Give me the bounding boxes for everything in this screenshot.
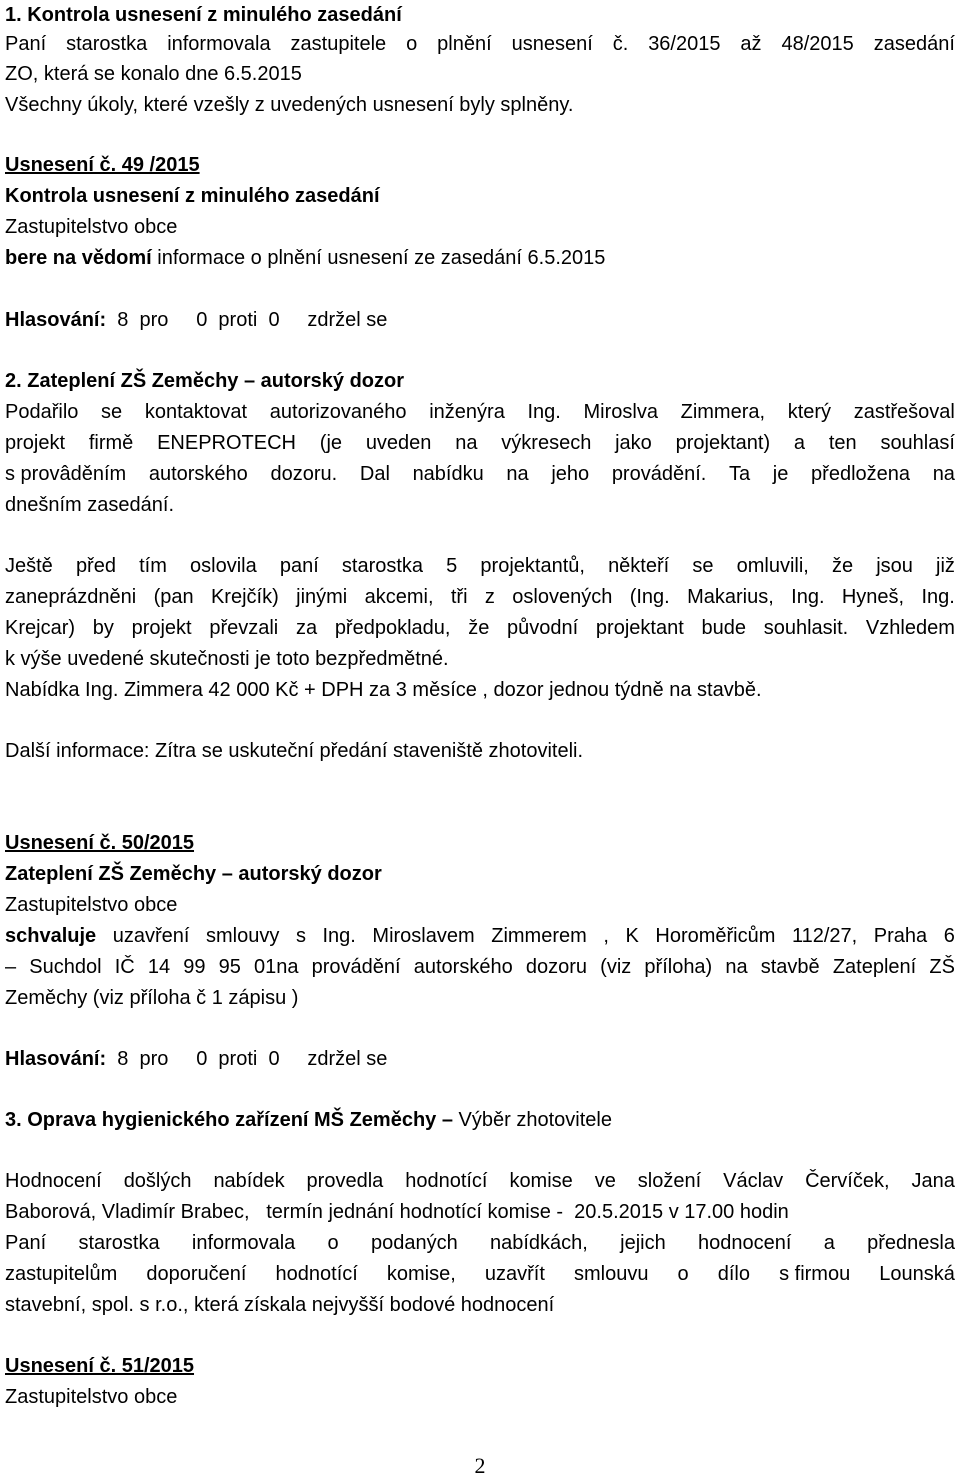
word: za xyxy=(295,617,318,639)
word: podaných xyxy=(370,1232,458,1254)
word: uzavření xyxy=(112,925,190,947)
word: (viz xyxy=(600,956,632,978)
vote-result: 8 pro 0 proti 0 zdržel se xyxy=(106,309,388,331)
word: 48/2015 xyxy=(781,33,854,55)
word: dílo xyxy=(717,1263,750,1285)
word: zasedání xyxy=(873,33,955,55)
word: převzali xyxy=(209,617,279,639)
section-1-paragraph-line: Všechny úkoly, které vzešly z uvedených usnesení byly splněny. xyxy=(5,94,574,116)
word: jako xyxy=(615,432,652,454)
word: o xyxy=(327,1232,339,1254)
section-3-paragraph-line: stavební, spol. s r.o., která získala nejvyšší bodové hodnocení xyxy=(5,1294,555,1316)
section-2-info-line: Další informace: Zítra se uskuteční předání staveniště zhotoviteli. xyxy=(5,740,584,762)
word: hodnotící xyxy=(405,1170,488,1192)
word: oslovila xyxy=(190,555,257,577)
resolution-50-body: Zastupitelstvo obce xyxy=(5,894,178,916)
word: se xyxy=(101,401,123,423)
word: zaneprázdněni xyxy=(5,586,137,608)
word: ten xyxy=(828,432,857,454)
word: Krejcar) xyxy=(5,617,76,639)
word: Zateplení xyxy=(832,956,917,978)
word: 95 xyxy=(218,956,241,978)
resolution-49-number: Usnesení č. 49 /2015 xyxy=(5,154,200,176)
word: hodnocení xyxy=(697,1232,792,1254)
word: usnesení xyxy=(511,33,593,55)
word: Jana xyxy=(911,1170,955,1192)
word: na xyxy=(725,956,748,978)
resolution-51-body: Zastupitelstvo obce xyxy=(5,1386,178,1408)
word: uveden xyxy=(365,432,432,454)
word: došlých xyxy=(123,1170,192,1192)
word: Václav xyxy=(723,1170,784,1192)
word: s xyxy=(295,925,306,947)
word: někteří xyxy=(608,555,670,577)
word: přednesla xyxy=(867,1232,955,1254)
word: s firmou xyxy=(779,1263,851,1285)
word: IČ xyxy=(114,956,135,978)
resolution-51-number: Usnesení č. 51/2015 xyxy=(5,1355,195,1377)
word: složení xyxy=(637,1170,702,1192)
word: Dal xyxy=(359,463,390,485)
word: příloha) xyxy=(644,956,713,978)
word: K xyxy=(625,925,639,947)
section-3-paragraph-line xyxy=(5,1166,955,1197)
word: 6 xyxy=(943,925,955,947)
word: Hodnocení xyxy=(5,1170,102,1192)
word: stavbě xyxy=(760,956,820,978)
word: provedla xyxy=(306,1170,384,1192)
resolution-50-title: Zateplení ZŠ Zeměchy – autorský dozor xyxy=(5,863,382,885)
word: Horoměřicům xyxy=(655,925,776,947)
word: autorského xyxy=(148,463,248,485)
section-3-paragraph-line xyxy=(5,1259,955,1290)
word: souhlasit. xyxy=(763,617,849,639)
section-2-paragraph-line xyxy=(5,428,955,459)
word: zastřešoval xyxy=(853,401,955,423)
resolution-50-text-line xyxy=(5,921,955,952)
word: informovala xyxy=(191,1232,296,1254)
section-2-paragraph-line xyxy=(5,582,955,613)
word: oslovených xyxy=(512,586,613,608)
word: projektantů, xyxy=(480,555,585,577)
word: Miroslva xyxy=(583,401,658,423)
word: se xyxy=(692,555,714,577)
word: akcemi, xyxy=(364,586,434,608)
word: Ing. xyxy=(791,586,825,608)
word: na xyxy=(932,463,955,485)
word: s provâděním xyxy=(5,463,127,485)
section-2-paragraph-line xyxy=(5,459,955,490)
word: (Ing. xyxy=(629,586,670,608)
word: souhlasí xyxy=(880,432,955,454)
word: 01na xyxy=(254,956,299,978)
word: starostka xyxy=(66,33,148,55)
word: zastupitele xyxy=(290,33,387,55)
word: o xyxy=(406,33,418,55)
word: autorizovaného xyxy=(269,401,407,423)
word: o xyxy=(677,1263,689,1285)
word: zastupitelům xyxy=(5,1263,118,1285)
word: Ta xyxy=(729,463,751,485)
vote-label: Hlasování: xyxy=(5,309,107,331)
section-3-heading xyxy=(5,1105,955,1136)
word: který xyxy=(787,401,832,423)
section-3-title-tail: Výběr zhotovitele xyxy=(458,1109,612,1131)
word: 112/27, xyxy=(791,925,858,947)
section-2-paragraph-line xyxy=(5,613,955,644)
word: dozoru. xyxy=(270,463,338,485)
section-3-number: 3. xyxy=(5,1109,28,1131)
resolution-49-body: Zastupitelstvo obce xyxy=(5,216,178,238)
word: a xyxy=(823,1232,835,1254)
word: projekt xyxy=(131,617,192,639)
word: informovala xyxy=(167,33,271,55)
word: , xyxy=(603,925,609,947)
word: smlouvu xyxy=(573,1263,649,1285)
section-3-title: Oprava hygienického zařízení MŠ Zeměchy – xyxy=(27,1109,459,1131)
word: Ing. xyxy=(322,925,356,947)
word: ZŠ xyxy=(929,956,955,978)
word: – xyxy=(5,956,17,978)
word: hodnotící xyxy=(275,1263,358,1285)
resolution-50-text-line: Zeměchy (viz příloha č 1 zápisu ) xyxy=(5,987,299,1009)
word: jsou xyxy=(876,555,913,577)
word: Lounská xyxy=(879,1263,955,1285)
resolution-49-title: Kontrola usnesení z minulého zasedání xyxy=(5,185,380,207)
word: doporučení xyxy=(146,1263,247,1285)
resolution-49-text xyxy=(5,243,955,274)
word: Miroslavem xyxy=(372,925,475,947)
word: před xyxy=(75,555,116,577)
word: že xyxy=(468,617,490,639)
section-1-paragraph-line xyxy=(5,29,955,60)
word: Krejčík) xyxy=(210,586,279,608)
word: plnění xyxy=(437,33,492,55)
word: Vzhledem xyxy=(865,617,955,639)
word: projektant xyxy=(595,617,684,639)
word: Ing. xyxy=(921,586,955,608)
word: č. xyxy=(612,33,629,55)
vote-result: 8 pro 0 proti 0 zdržel se xyxy=(106,1048,388,1070)
word: kontaktovat xyxy=(144,401,248,423)
word: tři xyxy=(450,586,468,608)
word: starostka xyxy=(341,555,424,577)
section-2-paragraph-line xyxy=(5,551,955,582)
section-1-paragraph-line: ZO, která se konalo dne 6.5.2015 xyxy=(5,63,302,85)
word: Červíček, xyxy=(805,1170,890,1192)
word: Paní xyxy=(5,33,47,55)
resolution-50-number: Usnesení č. 50/2015 xyxy=(5,832,195,854)
resolution-49-text-rest: informace o plnění usnesení ze zasedání 6.5.2015 xyxy=(151,247,606,269)
word: nabídku xyxy=(412,463,484,485)
word: 99 xyxy=(183,956,206,978)
page-number: 2 xyxy=(474,1453,486,1478)
word: omluvili, xyxy=(736,555,809,577)
vote-label: Hlasování: xyxy=(5,1048,107,1070)
section-2-paragraph-line: k výše uvedené skutečnosti je toto bezpředmětné. xyxy=(5,648,449,670)
section-2-paragraph-line xyxy=(5,397,955,428)
word: Hyneš, xyxy=(841,586,905,608)
word: autorského xyxy=(413,956,513,978)
word: (pan xyxy=(153,586,194,608)
word: původní xyxy=(507,617,579,639)
word: Paní xyxy=(5,1232,47,1254)
section-2-paragraph-line: dnešním zasedání. xyxy=(5,494,174,516)
word: (je xyxy=(319,432,343,454)
section-2-offer-line: Nabídka Ing. Zimmera 42 000 Kč + DPH za 3 měsíce , dozor jednou týdně na stavbě. xyxy=(5,679,762,701)
word: jeho xyxy=(551,463,590,485)
word: na xyxy=(455,432,478,454)
word: předpokladu, xyxy=(334,617,451,639)
word: jejich xyxy=(620,1232,666,1254)
section-1-heading: 1. Kontrola usnesení z minulého zasedání xyxy=(5,4,402,26)
word: Podařilo xyxy=(5,401,79,423)
word: předložena xyxy=(811,463,911,485)
section-3-paragraph-line xyxy=(5,1228,955,1259)
word: inženýra xyxy=(429,401,505,423)
word: nabídkách, xyxy=(489,1232,588,1254)
word: starostka xyxy=(78,1232,160,1254)
word: až xyxy=(740,33,762,55)
word: výkresech xyxy=(501,432,592,454)
word: bude xyxy=(701,617,746,639)
resolution-50-text-line xyxy=(5,952,955,983)
word: Ještě xyxy=(5,555,53,577)
word: Suchdol xyxy=(29,956,102,978)
word: že xyxy=(831,555,854,577)
word: ENEPROTECH xyxy=(157,432,296,454)
word: z xyxy=(484,586,495,608)
word: provádění xyxy=(311,956,401,978)
word: Zimmera, xyxy=(680,401,766,423)
word: je xyxy=(772,463,789,485)
word: 14 xyxy=(147,956,171,978)
section-2-number: 2. xyxy=(5,370,28,392)
word: dozoru xyxy=(525,956,588,978)
resolution-50-verb: schvaluje xyxy=(5,925,97,947)
word: 5 xyxy=(446,555,458,577)
resolution-50-vote xyxy=(5,1044,955,1075)
word: paní xyxy=(279,555,319,577)
word: komise xyxy=(509,1170,573,1192)
word: by xyxy=(92,617,114,639)
word: nabídek xyxy=(213,1170,285,1192)
word: tím xyxy=(139,555,167,577)
word: ve xyxy=(594,1170,616,1192)
resolution-49-verb: bere na vědomí xyxy=(5,247,152,269)
section-2-title: Zateplení ZŠ Zeměchy – autorský dozor xyxy=(27,370,405,392)
word: na xyxy=(506,463,529,485)
word: provádění. xyxy=(611,463,707,485)
word: firmě xyxy=(88,432,134,454)
section-3-paragraph-line: Baborová, Vladimír Brabec, termín jednání hodnotící komise - 20.5.2015 v 17.00 hodin xyxy=(5,1201,789,1223)
section-2-heading xyxy=(5,366,955,397)
resolution-49-vote xyxy=(5,305,955,336)
word: smlouvy xyxy=(206,925,280,947)
word: Zimmerem xyxy=(491,925,587,947)
word: Praha xyxy=(873,925,928,947)
word: projekt xyxy=(5,432,66,454)
word: Makarius, xyxy=(687,586,774,608)
word: a xyxy=(793,432,806,454)
word: Ing. xyxy=(527,401,561,423)
word: již xyxy=(936,555,955,577)
word: 36/2015 xyxy=(648,33,721,55)
word: uzavřít xyxy=(484,1263,545,1285)
word: komise, xyxy=(386,1263,456,1285)
word: projektant) xyxy=(675,432,771,454)
word: jinými xyxy=(296,586,348,608)
